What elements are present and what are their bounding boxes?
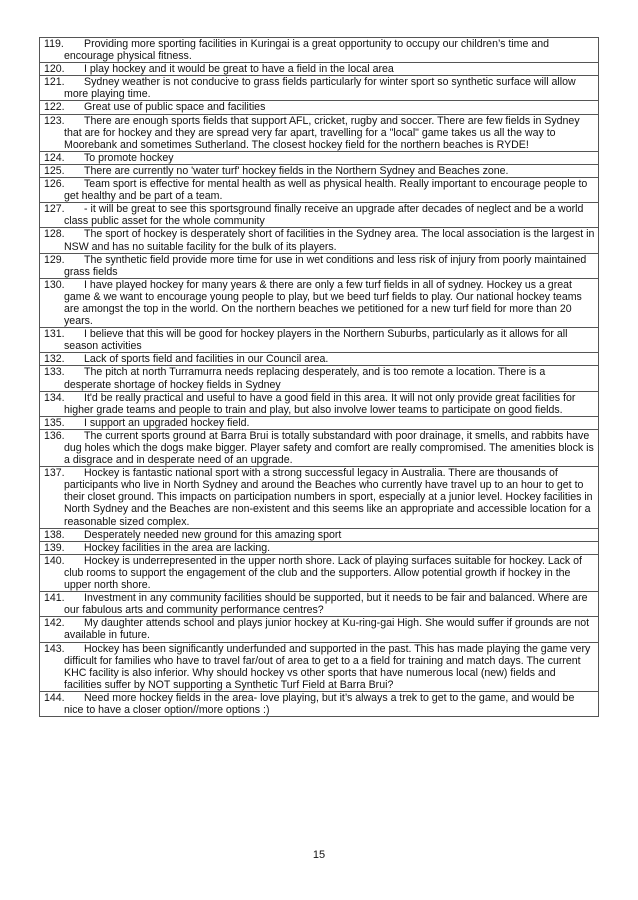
comment-row bbox=[40, 541, 599, 554]
comment-entry bbox=[44, 430, 595, 466]
comment-row bbox=[40, 328, 599, 353]
comment-row bbox=[40, 467, 599, 528]
comment-number: 125. bbox=[44, 164, 65, 177]
comment-entry bbox=[44, 392, 595, 416]
comment-cell bbox=[40, 63, 599, 76]
comment-entry bbox=[44, 353, 595, 365]
comment-text: My daughter attends school and plays junior hockey at Ku-ring-gai High. She would suffer if grounds are not available in future. bbox=[64, 617, 590, 642]
comment-row bbox=[40, 554, 599, 591]
comment-row bbox=[40, 101, 599, 114]
comment-text: There are currently no 'water turf' hockey fields in the Northern Sydney and Beaches zone. bbox=[84, 164, 509, 177]
comment-entry bbox=[44, 366, 595, 390]
comment-cell bbox=[40, 164, 599, 177]
comment-row bbox=[40, 353, 599, 366]
comment-text: Desperately needed new ground for this amazing sport bbox=[84, 528, 342, 541]
comment-number: 126. bbox=[44, 178, 65, 191]
comment-entry bbox=[44, 228, 595, 252]
comment-text: Hockey is fantastic national sport with a strong successful legacy in Australia. There are thousands of participants who live in North Sydney and around the Beaches who currently have travel up to an hour to get to their closet ground. This impacts on participation numbers in sport, especially at a junior level. Hockey facilities in North Sydney and the Beaches are non-existent and this seems like an appropriate and accessible location for a reasonable sized complex. bbox=[64, 467, 593, 528]
comment-cell bbox=[40, 416, 599, 429]
comment-entry bbox=[44, 63, 595, 75]
comment-number: 119. bbox=[44, 38, 64, 50]
comment-text: Lack of sports field and facilities in our Council area. bbox=[84, 353, 329, 366]
comment-entry bbox=[44, 542, 595, 554]
comment-number: 131. bbox=[44, 328, 65, 341]
comment-entry bbox=[44, 152, 595, 164]
comment-entry bbox=[44, 328, 595, 352]
comment-text: Investment in any community facilities should be supported, but it needs to be fair and balanced. Where are our fabulous arts and community performance centres? bbox=[64, 592, 588, 617]
comment-cell bbox=[40, 101, 599, 114]
comment-entry bbox=[44, 178, 595, 202]
comment-entry bbox=[44, 529, 595, 541]
comment-number: 136. bbox=[44, 429, 65, 442]
comment-cell bbox=[40, 554, 599, 591]
comment-text: To promote hockey bbox=[84, 151, 174, 164]
comment-cell bbox=[40, 691, 599, 716]
comment-text: The pitch at north Turramurra needs replacing desperately, and is too remote a location. There is a desperate shortage of hockey fields in Sydney bbox=[64, 366, 546, 391]
comment-cell bbox=[40, 228, 599, 253]
comment-text: There are enough sports fields that support AFL, cricket, rugby and soccer. There are few fields in Sydney that are for hockey and they are spread very far apart, travelling for a "local" game takes us all the way to Moorebank and sometimes Sutherland. The closest hockey field for the northern beaches is RYDE! bbox=[64, 114, 580, 151]
comment-cell bbox=[40, 328, 599, 353]
comment-number: 127. bbox=[44, 203, 65, 216]
comment-entry bbox=[44, 101, 595, 113]
comment-row bbox=[40, 391, 599, 416]
comment-row bbox=[40, 642, 599, 691]
comment-text: - it will be great to see this sportsground finally receive an upgrade after decades of neglect and be a world class public asset for the whole community bbox=[64, 203, 584, 228]
comment-number: 123. bbox=[44, 114, 65, 127]
comment-row bbox=[40, 366, 599, 391]
comment-text: Hockey has been significantly underfunded and supported in the past. This has made playing the game very difficult for families who have to travel far/out of area to get to a a field for training and match days. The current KHC facility is also inferior. Why should hockey vs other sports that have numerous local (new) fields and facilities suffer by NOT supporting a Synthetic Turf Field at Barra Brui? bbox=[64, 642, 591, 691]
comment-row bbox=[40, 178, 599, 203]
comment-text: I have played hockey for many years & there are only a few turf fields in all of sydney. Hockey us a great game & we want to encourage young people to play, but we beed turf fields to play. Our national hockey teams are amongst the top in the world. On the northern beaches we petitioned for a new turf field for more than 20 years. bbox=[64, 278, 582, 328]
comment-number: 144. bbox=[44, 691, 65, 704]
comment-row bbox=[40, 164, 599, 177]
comment-text: It'd be really practical and useful to have a good field in this area. It will not only provide great facilities for higher grade teams and people to train and play, but also involve lower teams to participate on good fields. bbox=[64, 391, 576, 416]
comment-number: 130. bbox=[44, 278, 65, 291]
comment-row bbox=[40, 63, 599, 76]
comment-cell bbox=[40, 353, 599, 366]
comment-row bbox=[40, 151, 599, 164]
comment-entry bbox=[44, 692, 595, 716]
comment-number: 142. bbox=[44, 617, 65, 630]
comment-row bbox=[40, 253, 599, 278]
comment-entry bbox=[44, 643, 595, 691]
comment-cell bbox=[40, 151, 599, 164]
comment-text: Great use of public space and facilities bbox=[84, 101, 266, 114]
comment-row bbox=[40, 416, 599, 429]
comment-text: The sport of hockey is desperately short of facilities in the Sydney area. The local association is the largest in NSW and has no suitable facility for the bulk of its players. bbox=[64, 228, 595, 253]
comment-cell bbox=[40, 278, 599, 327]
comment-cell bbox=[40, 114, 599, 151]
comment-number: 121. bbox=[44, 76, 65, 89]
comment-number: 128. bbox=[44, 228, 65, 241]
comment-number: 138. bbox=[44, 528, 65, 541]
comment-row bbox=[40, 528, 599, 541]
comment-text: Sydney weather is not conducive to grass fields particularly for winter sport so synthetic surface will allow more playing time. bbox=[64, 76, 576, 101]
comment-cell bbox=[40, 528, 599, 541]
comment-number: 133. bbox=[44, 366, 65, 379]
comment-cell bbox=[40, 366, 599, 391]
comment-entry bbox=[44, 279, 595, 327]
comment-entry bbox=[44, 254, 595, 278]
comment-number: 143. bbox=[44, 642, 65, 655]
comment-cell bbox=[40, 429, 599, 466]
comment-text: I believe that this will be good for hockey players in the Northern Suburbs, particularly as it allows for all season activities bbox=[64, 328, 568, 353]
comment-number: 124. bbox=[44, 151, 65, 164]
comment-number: 122. bbox=[44, 101, 65, 114]
comment-cell bbox=[40, 642, 599, 691]
comment-row bbox=[40, 429, 599, 466]
comment-entry bbox=[44, 38, 595, 62]
comment-row bbox=[40, 278, 599, 327]
comment-cell bbox=[40, 76, 599, 101]
comment-row bbox=[40, 38, 599, 63]
comment-text: Providing more sporting facilities in Kuringai is a great opportunity to occupy our children’s time and encourage physical fitness. bbox=[64, 38, 549, 63]
comment-row bbox=[40, 592, 599, 617]
comment-text: The current sports ground at Barra Brui is totally substandard with poor drainage, it smells, and rabbits have dug holes which the dogs make bigger. Player safety and comfort are really compromised. The amenities block is a disgrace and in desperate need of an upgrade. bbox=[64, 429, 594, 467]
comment-cell bbox=[40, 467, 599, 528]
comment-entry bbox=[44, 165, 595, 177]
comments-table bbox=[39, 37, 599, 717]
comment-entry bbox=[44, 203, 595, 227]
comment-row bbox=[40, 114, 599, 151]
comment-entry bbox=[44, 115, 595, 151]
comment-number: 120. bbox=[44, 63, 65, 76]
comment-entry bbox=[44, 76, 595, 100]
comment-cell bbox=[40, 38, 599, 63]
comment-row bbox=[40, 228, 599, 253]
comment-number: 135. bbox=[44, 416, 65, 429]
comment-cell bbox=[40, 178, 599, 203]
comment-entry bbox=[44, 617, 595, 641]
comment-entry bbox=[44, 417, 595, 429]
comment-cell bbox=[40, 541, 599, 554]
comment-cell bbox=[40, 253, 599, 278]
comment-text: I support an upgraded hockey field. bbox=[84, 416, 250, 429]
comments-table-body bbox=[40, 38, 599, 717]
comment-row bbox=[40, 691, 599, 716]
comment-text: Hockey facilities in the area are lacking. bbox=[84, 541, 271, 554]
comment-number: 140. bbox=[44, 554, 65, 567]
page-number: 15 bbox=[312, 849, 326, 861]
comment-entry bbox=[44, 467, 595, 527]
comment-number: 137. bbox=[44, 467, 65, 480]
comment-cell bbox=[40, 203, 599, 228]
comment-text: I play hockey and it would be great to have a field in the local area bbox=[84, 63, 394, 76]
comment-cell bbox=[40, 617, 599, 642]
comment-text: Hockey is underrepresented in the upper north shore. Lack of playing surfaces suitable for hockey. Lack of club rooms to support the engagement of the club and the supporters. Allow potential growth if hockey in the upper north shore. bbox=[64, 554, 582, 592]
comment-cell bbox=[40, 391, 599, 416]
comment-text: Team sport is effective for mental health as well as physical health. Really important to encourage people to get healthy and be part of a team. bbox=[64, 178, 588, 203]
comment-number: 134. bbox=[44, 391, 65, 404]
comment-number: 141. bbox=[44, 592, 65, 605]
comment-number: 129. bbox=[44, 253, 65, 266]
comment-entry bbox=[44, 592, 595, 616]
comment-number: 139. bbox=[44, 541, 65, 554]
comment-row bbox=[40, 203, 599, 228]
comment-text: Need more hockey fields in the area- love playing, but it’s always a trek to get to the game, and would be nice to have a closer option//more options :) bbox=[64, 691, 575, 716]
comment-number: 132. bbox=[44, 353, 65, 366]
comment-row bbox=[40, 617, 599, 642]
comment-row bbox=[40, 76, 599, 101]
comment-entry bbox=[44, 555, 595, 591]
comment-cell bbox=[40, 592, 599, 617]
comment-text: The synthetic field provide more time for use in wet conditions and less risk of injury from poorly maintained grass fields bbox=[64, 253, 587, 278]
